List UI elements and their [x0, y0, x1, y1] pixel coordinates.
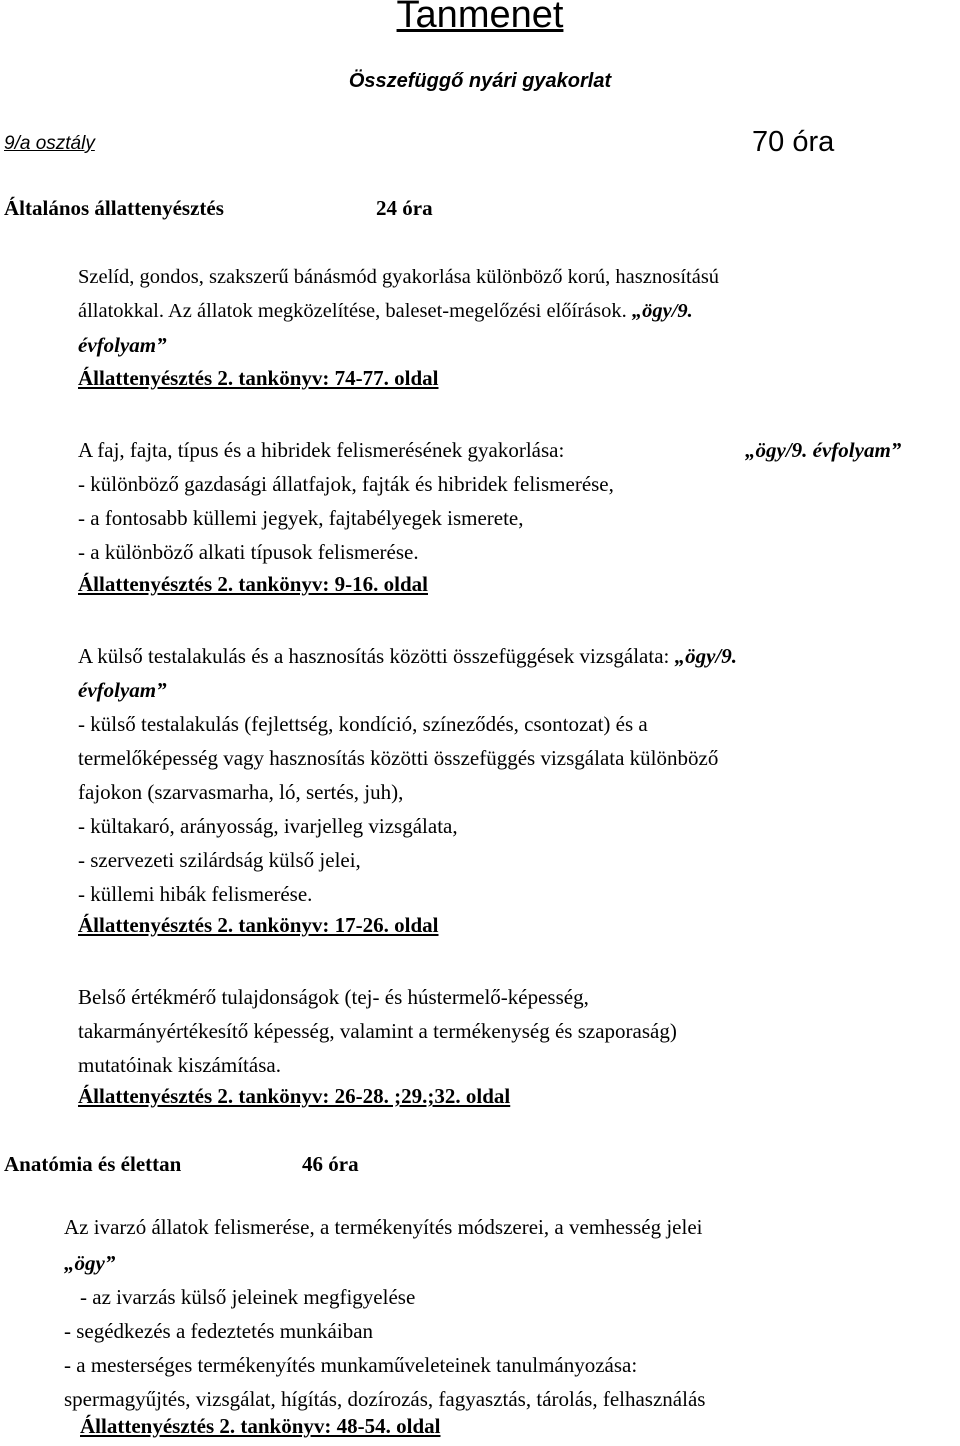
- block2-line3: - a fontosabb küllemi jegyek, fajtabélyegek ismerete,: [78, 506, 524, 530]
- block2-line2: - különböző gazdasági állatfajok, fajták és hibridek felismerése,: [78, 472, 614, 496]
- s2-block1-line3: - az ivarzás külső jeleinek megfigyelése: [80, 1285, 416, 1309]
- block4-line3: mutatóinak kiszámítása.: [78, 1053, 281, 1077]
- block3-grade-tag: „ögy/9.: [674, 644, 738, 668]
- s2-grade-tag: „ögy”: [64, 1251, 116, 1275]
- section-hours-anatomy-physiology: 46 óra: [302, 1152, 359, 1176]
- s2-block1-line1: Az ivarzó állatok felismerése, a termékenyítés módszerei, a vemhesség jelei: [64, 1215, 703, 1239]
- block3-line6: - kültakaró, arányosság, ivarjelleg vizsgálata,: [78, 814, 458, 838]
- block3-line3: - külső testalakulás (fejlettség, kondíció, színeződés, csontozat) és a: [78, 712, 648, 736]
- block3-line4: termelőképesség vagy hasznosítás közötti összefüggés vizsgálata különböző: [78, 746, 719, 770]
- class-label: 9/a osztály: [4, 133, 95, 154]
- section-title-anatomy-physiology: Anatómia és élettan: [4, 1152, 182, 1176]
- block1-textbook-ref: Állattenyésztés 2. tankönyv: 74-77. oldal: [78, 366, 439, 390]
- section-title-general-animal-breeding: Általános állattenyésztés: [4, 196, 224, 220]
- block4-line1: Belső értékmérő tulajdonságok (tej- és hústermelő-képesség,: [78, 985, 589, 1009]
- block3-line7: - szervezeti szilárdság külső jelei,: [78, 848, 361, 872]
- block3-grade-tag-cont: évfolyam”: [78, 678, 167, 702]
- section-hours-general-animal-breeding: 24 óra: [376, 196, 433, 220]
- s2-block1-line6: spermagyűjtés, vizsgálat, hígítás, dozírozás, fagyasztás, tárolás, felhasználás: [64, 1387, 706, 1411]
- s2-block1-textbook-ref: Állattenyésztés 2. tankönyv: 48-54. oldal: [80, 1414, 441, 1438]
- block4-textbook-ref: Állattenyésztés 2. tankönyv: 26-28. ;29.;32. oldal: [78, 1084, 511, 1108]
- block3-line8: - küllemi hibák felismerése.: [78, 882, 313, 906]
- total-hours: 70 óra: [752, 126, 835, 158]
- block1-line2: [78, 294, 693, 328]
- block3-line1: [78, 639, 737, 673]
- block2-line1: A faj, fajta, típus és a hibridek felismerésének gyakorlása:: [78, 438, 565, 462]
- block1-line1: Szelíd, gondos, szakszerű bánásmód gyakorlása különböző korú, hasznosítású: [78, 266, 720, 288]
- block3-line5: fajokon (szarvasmarha, ló, sertés, juh),: [78, 780, 404, 804]
- block1-grade-tag: „ögy/9.: [631, 300, 693, 322]
- block3-textbook-ref: Állattenyésztés 2. tankönyv: 17-26. oldal: [78, 913, 439, 937]
- s2-block1-line4: - segédkezés a fedeztetés munkáiban: [64, 1319, 374, 1343]
- block4-line2: takarmányértékesítő képesség, valamint a termékenység és szaporaság): [78, 1019, 677, 1043]
- block2-line4: - a különböző alkati típusok felismerése.: [78, 540, 419, 564]
- block2-grade-tag: „ögy/9. évfolyam”: [745, 438, 902, 462]
- block1-grade-tag-cont: évfolyam”: [78, 333, 167, 357]
- block3-line1-text: A külső testalakulás és a hasznosítás közötti összefüggések vizsgálata:: [78, 644, 670, 668]
- block2-textbook-ref: Állattenyésztés 2. tankönyv: 9-16. oldal: [78, 572, 428, 596]
- page-subtitle: Összefüggő nyári gyakorlat: [348, 70, 612, 92]
- s2-block1-line5: - a mesterséges termékenyítés munkaműveleteinek tanulmányozása:: [64, 1353, 638, 1377]
- page-title: Tanmenet: [396, 0, 564, 36]
- block1-line2-text: állatokkal. Az állatok megközelítése, baleset-megelőzési előírások.: [78, 300, 627, 322]
